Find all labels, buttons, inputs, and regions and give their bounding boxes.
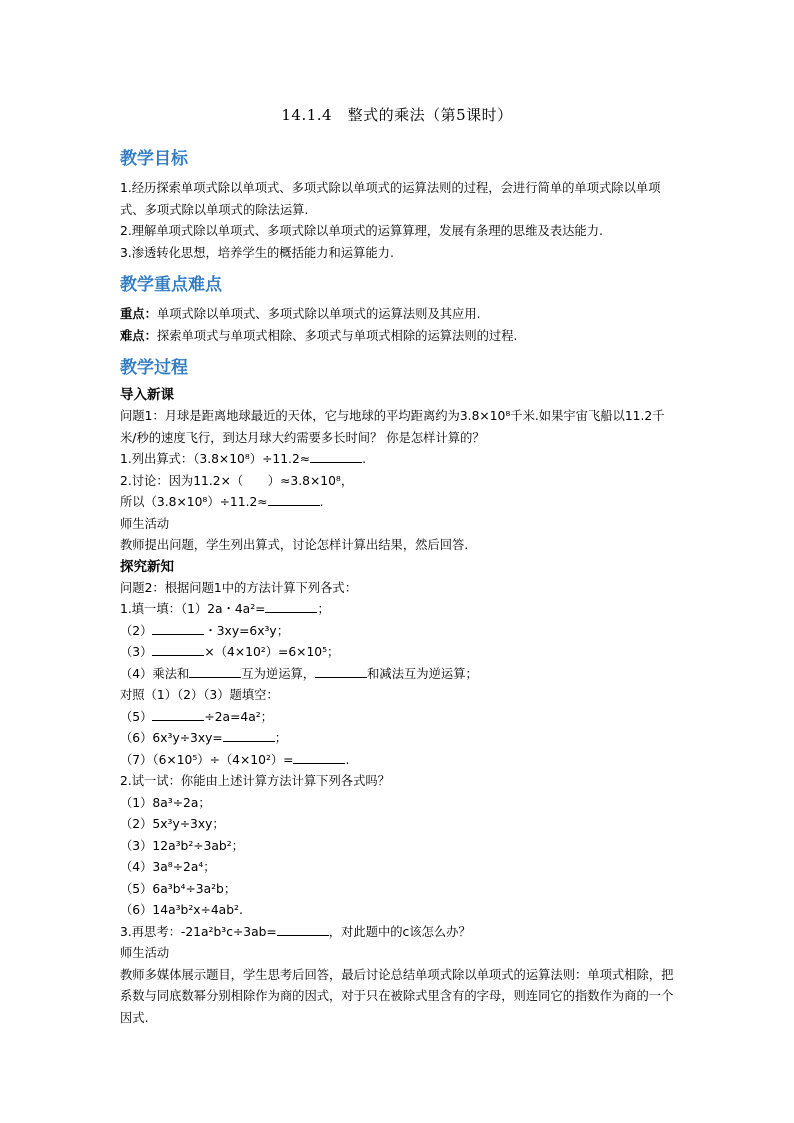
heading-keypoints: 教学重点难点 bbox=[120, 275, 222, 295]
activity-text-1: 教师提出问题，学生列出算式，讨论怎样计算出结果，然后回答. bbox=[120, 538, 469, 552]
answer-blank bbox=[152, 622, 204, 635]
fill-item-7: （7）（6×10⁵）÷（4×10²）= . bbox=[120, 752, 350, 767]
think-line: 3.再思考：-21a²b³c÷3ab= ，对此题中的c该怎么办？ bbox=[120, 924, 471, 939]
goal-item-3: 3.渗透转化思想，培养学生的概括能力和运算能力. bbox=[120, 245, 394, 260]
fill-item-5: （5） ÷2a=4a²； bbox=[120, 709, 273, 724]
key-point bbox=[120, 304, 680, 326]
difficult-text: 探索单项式与单项式相除、多项式与单项式相除的运算法则的过程. bbox=[156, 328, 518, 343]
try-item-5: （5）6a³b⁴÷3a²b； bbox=[120, 881, 237, 896]
heading-goals: 教学目标 bbox=[120, 149, 188, 169]
fill-item-2: （2） ・3xy=6x³y； bbox=[120, 623, 290, 638]
goal-item-2: 2.理解单项式除以单项式、多项式除以单项式的运算算理，发展有条理的思维及表达能力. bbox=[120, 224, 603, 238]
compare-line: 对照（1）（2）（3）题填空： bbox=[120, 688, 279, 702]
difficult-label: 难点： bbox=[120, 328, 157, 343]
answer-blank bbox=[310, 450, 362, 463]
heading-intro: 导入新课 bbox=[120, 387, 174, 403]
question-1-step-1: 1.列出算式：（3.8×10⁸）÷11.2≈ . bbox=[120, 452, 367, 466]
heading-process: 教学过程 bbox=[120, 358, 188, 378]
activity-text-2: 教师多媒体展示题目，学生思考后回答，最后讨论总结单项式除以单项式的运算法则：单项式相除，把系数与同底数幂分别相除作为商的因式，对于只在被除式里含有的字母，则连同它的指数作为商的一个因式. bbox=[120, 967, 674, 1025]
activity-label-2: 师生活动 bbox=[120, 946, 170, 960]
fill-item-3: （3） ×（4×10²）=6×10⁵； bbox=[120, 645, 340, 659]
question-1: 问题1：月球是距离地球最近的天体，它与地球的平均距离约为3.8×10⁸千米.如果宇宙飞船以11.2千米/秒的速度飞行，到达月球大约需要多长时间？ 你是怎样计算的？ bbox=[120, 409, 665, 445]
document-body bbox=[120, 144, 680, 1029]
try-title: 2.试一试：你能由上述计算方法计算下列各式吗？ bbox=[120, 774, 390, 788]
answer-blank bbox=[293, 751, 345, 764]
fill-item-6: （6）6x³y÷3xy= ； bbox=[120, 731, 288, 745]
answer-blank bbox=[189, 665, 241, 678]
answer-blank bbox=[265, 600, 317, 613]
goal-item-1: 1.经历探索单项式除以单项式、多项式除以单项式的运算法则的过程，会进行简单的单项式除以单项式、多项式除以单项式的除法运算. bbox=[120, 181, 661, 217]
key-label: 重点： bbox=[120, 307, 157, 321]
key-text: 单项式除以单项式、多项式除以单项式的运算法则及其应用. bbox=[156, 307, 481, 321]
fill-item-1: 1.填一填：（1）2a・4a²= ； bbox=[120, 602, 330, 616]
fill-item-4: （4）乘法和 互为逆运算， 和减法互为逆运算； bbox=[120, 666, 478, 681]
try-item-6: （6）14a³b²x÷4ab². bbox=[120, 903, 243, 917]
try-item-1: （1）8a³÷2a； bbox=[120, 795, 211, 810]
answer-blank bbox=[223, 729, 275, 742]
heading-explore: 探究新知 bbox=[120, 558, 174, 575]
activity-label-1: 师生活动 bbox=[120, 516, 170, 531]
answer-blank bbox=[277, 923, 329, 936]
answer-blank bbox=[268, 493, 320, 506]
answer-blank bbox=[152, 708, 204, 721]
question-1-step-2: 2.讨论：因为11.2×（ ）≈3.8×10⁸， bbox=[120, 473, 354, 488]
try-item-3: （3）12a³b²÷3ab²； bbox=[120, 838, 244, 853]
answer-blank bbox=[315, 665, 367, 678]
question-2: 问题2：根据问题1中的方法计算下列各式： bbox=[120, 580, 357, 595]
answer-blank bbox=[152, 643, 204, 656]
difficult-point bbox=[120, 326, 680, 348]
try-item-2: （2）5x³y÷3xy； bbox=[120, 817, 225, 831]
try-item-4: （4）3a⁸÷2a⁴； bbox=[120, 860, 216, 874]
page-title: 14.1.4 整式的乘法（第5课时） bbox=[281, 106, 513, 124]
question-1-step-3: 所以（3.8×10⁸）÷11.2≈ . bbox=[120, 495, 324, 509]
